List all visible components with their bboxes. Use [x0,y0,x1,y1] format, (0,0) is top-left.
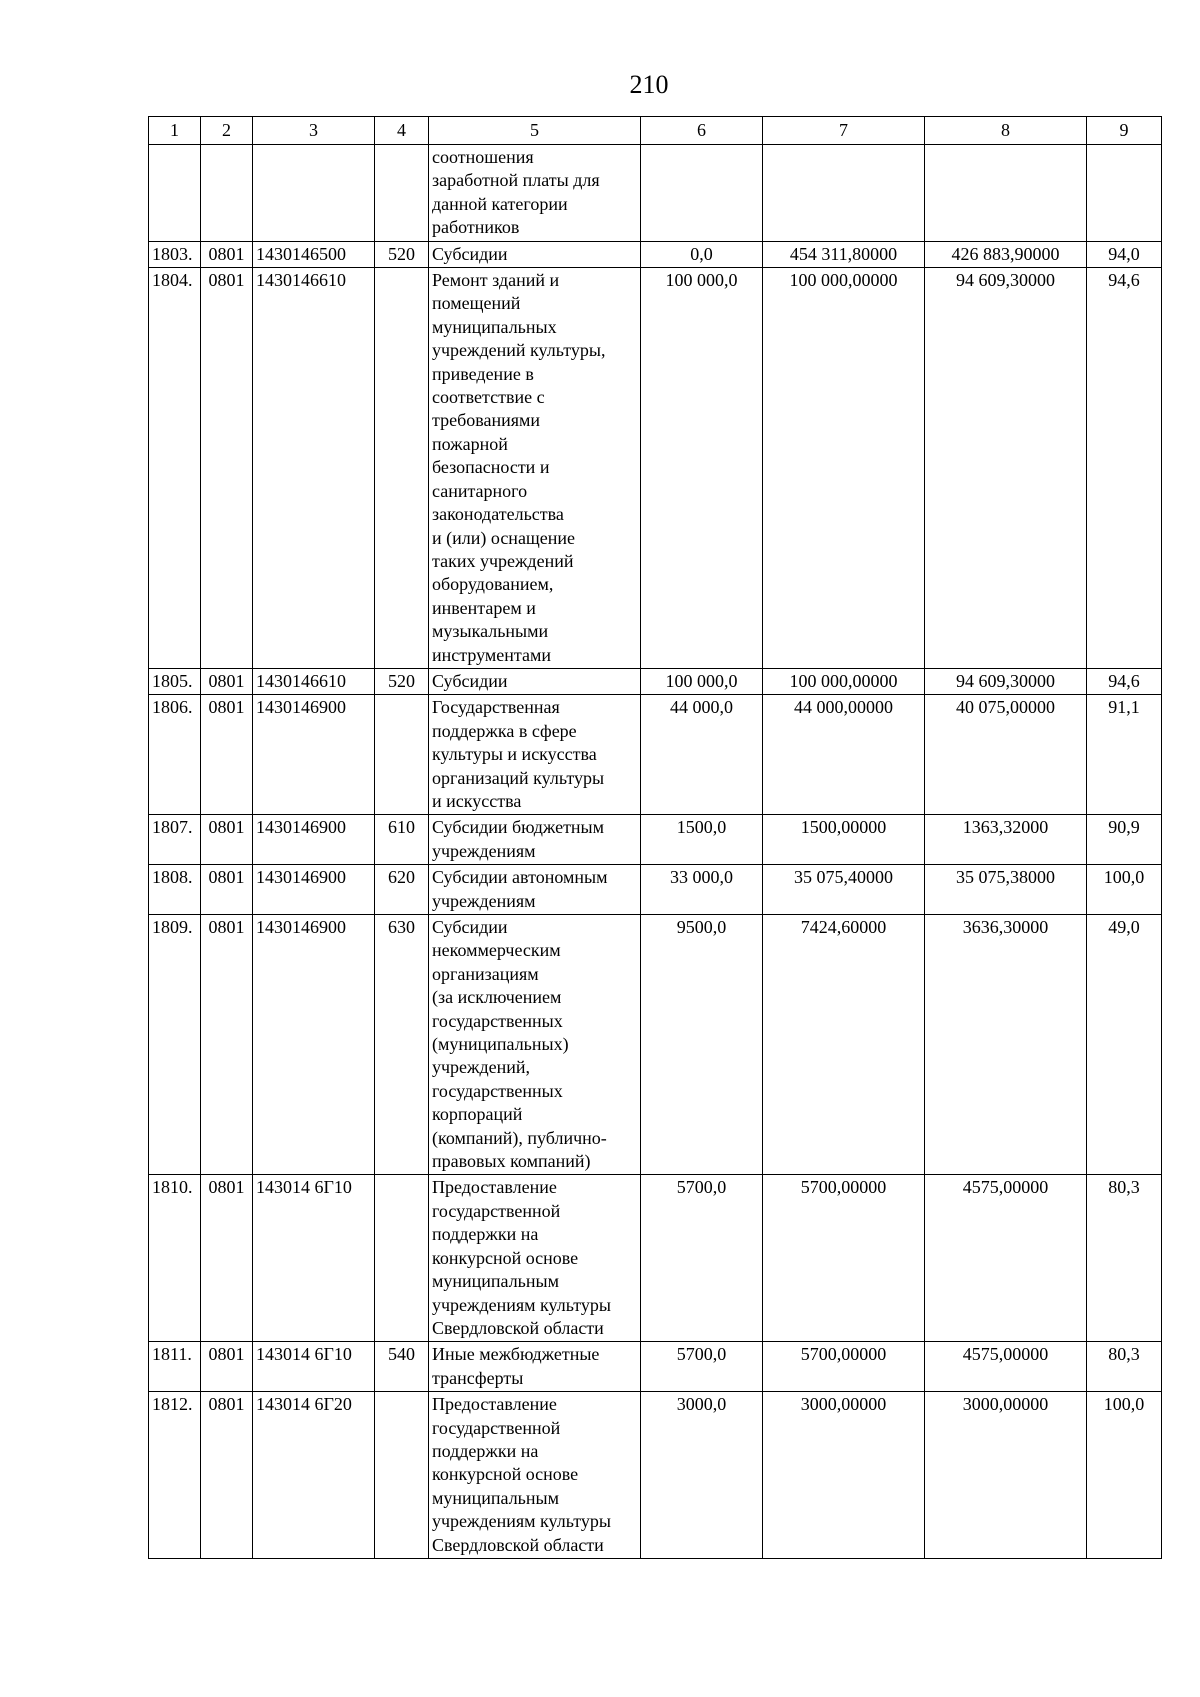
value-col-8: 3636,30000 [925,915,1087,1175]
value-col-8: 426 883,90000 [925,241,1087,267]
table-row [149,915,1162,1175]
value-col-8 [925,145,1087,242]
table-row [149,1342,1162,1392]
row-number [149,145,201,242]
table-row [149,268,1162,669]
section-code: 0801 [201,1342,253,1392]
value-col-7: 1500,00000 [763,815,925,865]
expense-type [375,695,429,815]
value-col-7: 35 075,40000 [763,865,925,915]
page-number: 210 [629,70,669,99]
value-col-7: 100 000,00000 [763,668,925,694]
value-col-6: 44 000,0 [641,695,763,815]
value-col-8: 4575,00000 [925,1175,1087,1342]
value-col-6 [641,145,763,242]
value-col-7: 7424,60000 [763,915,925,1175]
value-col-7: 3000,00000 [763,1392,925,1559]
section-code: 0801 [201,268,253,669]
item-name: соотношения заработной платы для данной категории работников [429,145,641,242]
header-cell: 5 [429,117,641,145]
row-number: 1807. [149,815,201,865]
target-code: 1430146900 [253,695,375,815]
value-col-8: 3000,00000 [925,1392,1087,1559]
value-col-6: 5700,0 [641,1175,763,1342]
expense-type: 540 [375,1342,429,1392]
table-row [149,241,1162,267]
value-col-8: 1363,32000 [925,815,1087,865]
table-row [149,865,1162,915]
expense-type [375,268,429,669]
item-name: Предоставление государственной поддержки на конкурсной основе муниципальным учреждениям культуры Свердловской области [429,1392,641,1559]
table-row [149,815,1162,865]
value-col-6: 100 000,0 [641,668,763,694]
value-col-6: 3000,0 [641,1392,763,1559]
item-name: Иные межбюджетные трансферты [429,1342,641,1392]
value-col-6: 9500,0 [641,915,763,1175]
item-name: Государственная поддержка в сфере культуры и искусства организаций культуры и искусства [429,695,641,815]
value-col-6: 100 000,0 [641,268,763,669]
table-row [149,668,1162,694]
section-code: 0801 [201,668,253,694]
percent-col-9 [1087,145,1162,242]
budget-table [148,116,1162,1559]
expense-type: 610 [375,815,429,865]
value-col-7: 100 000,00000 [763,268,925,669]
header-cell: 4 [375,117,429,145]
percent-col-9: 94,0 [1087,241,1162,267]
value-col-7: 44 000,00000 [763,695,925,815]
row-number: 1809. [149,915,201,1175]
item-name: Ремонт зданий и помещений муниципальных учреждений культуры, приведение в соответствие с требованиями пожарной безопасности и санитарного законодательства и (или) оснащение таких учреждений оборудованием, инвентарем и музыкальными инструментами [429,268,641,669]
row-number: 1811. [149,1342,201,1392]
value-col-6: 1500,0 [641,815,763,865]
header-cell: 8 [925,117,1087,145]
value-col-6: 33 000,0 [641,865,763,915]
value-col-7: 5700,00000 [763,1342,925,1392]
value-col-8: 35 075,38000 [925,865,1087,915]
target-code: 1430146610 [253,668,375,694]
value-col-8: 40 075,00000 [925,695,1087,815]
section-code: 0801 [201,865,253,915]
expense-type [375,1392,429,1559]
target-code: 1430146500 [253,241,375,267]
value-col-7: 5700,00000 [763,1175,925,1342]
table-row [149,695,1162,815]
row-number: 1810. [149,1175,201,1342]
item-name: Субсидии некоммерческим организациям (за исключением государственных (муниципальных) учреждений, государственных корпораций (компаний), публично- правовых компаний) [429,915,641,1175]
percent-col-9: 80,3 [1087,1342,1162,1392]
percent-col-9: 49,0 [1087,915,1162,1175]
percent-col-9: 91,1 [1087,695,1162,815]
expense-type: 630 [375,915,429,1175]
percent-col-9: 94,6 [1087,268,1162,669]
target-code [253,145,375,242]
section-code: 0801 [201,695,253,815]
target-code: 1430146900 [253,915,375,1175]
target-code: 1430146900 [253,865,375,915]
section-code: 0801 [201,815,253,865]
expense-type: 620 [375,865,429,915]
target-code: 1430146610 [253,268,375,669]
percent-col-9: 100,0 [1087,865,1162,915]
value-col-6: 5700,0 [641,1342,763,1392]
expense-type [375,145,429,242]
percent-col-9: 80,3 [1087,1175,1162,1342]
target-code: 1430146900 [253,815,375,865]
table-row [149,1175,1162,1342]
section-code: 0801 [201,241,253,267]
expense-type [375,1175,429,1342]
percent-col-9: 90,9 [1087,815,1162,865]
item-name: Субсидии бюджетным учреждениям [429,815,641,865]
table-row [149,1392,1162,1559]
item-name: Субсидии [429,668,641,694]
section-code: 0801 [201,1175,253,1342]
value-col-7: 454 311,80000 [763,241,925,267]
value-col-8: 94 609,30000 [925,668,1087,694]
item-name: Предоставление государственной поддержки на конкурсной основе муниципальным учреждениям культуры Свердловской области [429,1175,641,1342]
section-code [201,145,253,242]
expense-type: 520 [375,241,429,267]
item-name: Субсидии автономным учреждениям [429,865,641,915]
row-number: 1803. [149,241,201,267]
row-number: 1808. [149,865,201,915]
row-number: 1812. [149,1392,201,1559]
header-cell: 9 [1087,117,1162,145]
value-col-8: 4575,00000 [925,1342,1087,1392]
percent-col-9: 100,0 [1087,1392,1162,1559]
row-number: 1805. [149,668,201,694]
target-code: 143014 6Г10 [253,1342,375,1392]
section-code: 0801 [201,915,253,1175]
value-col-6: 0,0 [641,241,763,267]
target-code: 143014 6Г20 [253,1392,375,1559]
row-number: 1806. [149,695,201,815]
header-cell: 3 [253,117,375,145]
section-code: 0801 [201,1392,253,1559]
row-number: 1804. [149,268,201,669]
header-cell: 6 [641,117,763,145]
item-name: Субсидии [429,241,641,267]
target-code: 143014 6Г10 [253,1175,375,1342]
header-cell: 2 [201,117,253,145]
expense-type: 520 [375,668,429,694]
percent-col-9: 94,6 [1087,668,1162,694]
value-col-8: 94 609,30000 [925,268,1087,669]
table-row [149,145,1162,242]
header-row [149,117,1162,145]
value-col-7 [763,145,925,242]
header-cell: 7 [763,117,925,145]
header-cell: 1 [149,117,201,145]
